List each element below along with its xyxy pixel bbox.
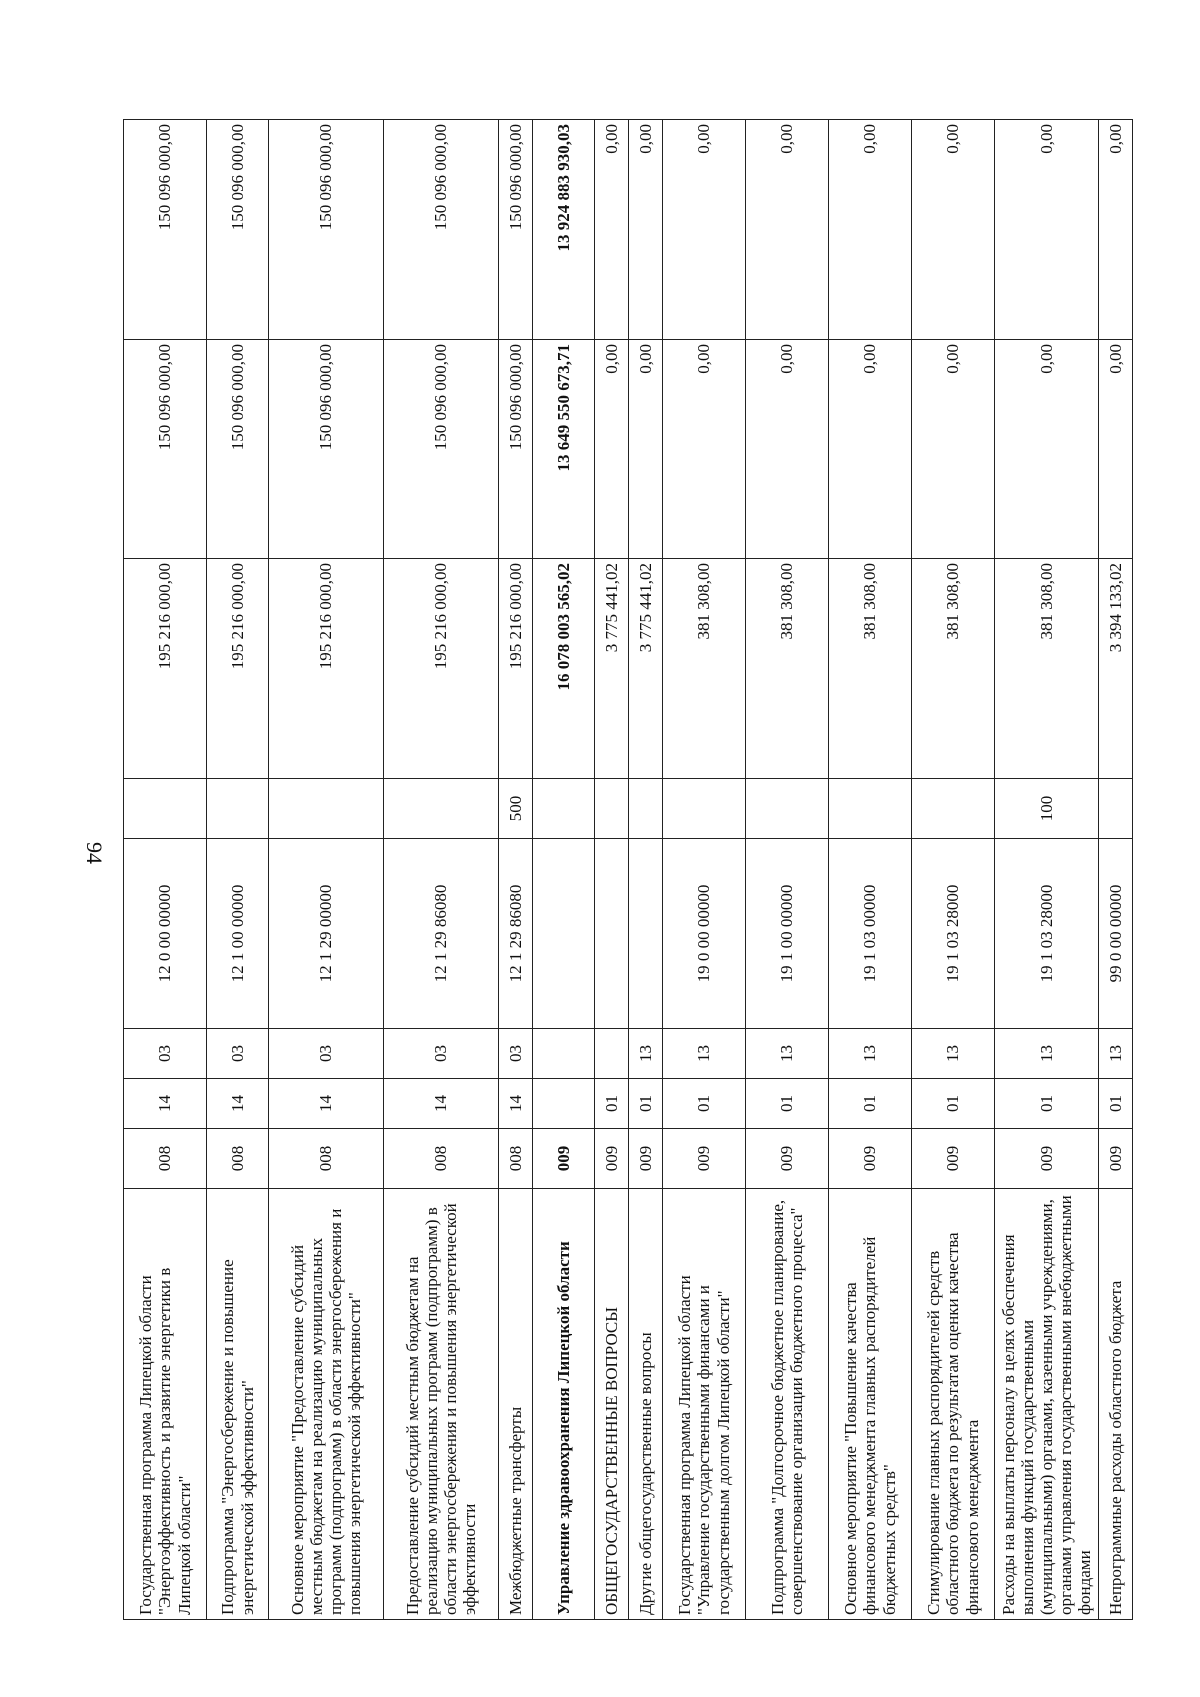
amount-year-3: 13 924 883 930,03 (533, 120, 595, 340)
target-article-code: 12 1 29 86080 (499, 839, 533, 1029)
amount-year-1: 195 216 000,00 (499, 559, 533, 779)
amount-year-1: 381 308,00 (829, 559, 912, 779)
row-name: Подпрограмма "Долгосрочное бюджетное планирование, совершенствование организации бюджетного процесса" (746, 1189, 829, 1620)
expense-type-code (269, 779, 384, 839)
table-row (499, 120, 533, 1620)
amount-year-2: 0,00 (629, 340, 663, 559)
table-row (829, 120, 912, 1620)
subsection-code: 13 (829, 1029, 912, 1079)
row-name: Расходы на выплаты персоналу в целях обеспечения выполнения функций государственными (муниципальными) органами, казенными учреждениями, органами управления государственными внебюджетными фондами (995, 1189, 1099, 1620)
grbs-code: 009 (995, 1129, 1099, 1189)
row-name: Непрограммные расходы областного бюджета (1099, 1189, 1133, 1620)
amount-year-3: 0,00 (1099, 120, 1133, 340)
expense-type-code (1099, 779, 1133, 839)
amount-year-1: 195 216 000,00 (207, 559, 269, 779)
row-name: Основное мероприятие "Повышение качества финансового менеджмента главных распорядителей бюджетных средств" (829, 1189, 912, 1620)
table-row (269, 120, 384, 1620)
grbs-code: 009 (663, 1129, 746, 1189)
row-name: Управление здравоохранения Липецкой области (533, 1189, 595, 1620)
expense-type-code (384, 779, 499, 839)
amount-year-1: 195 216 000,00 (269, 559, 384, 779)
amount-year-1: 3 775 441,02 (629, 559, 663, 779)
section-code: 01 (629, 1079, 663, 1129)
subsection-code: 03 (499, 1029, 533, 1079)
section-code: 14 (499, 1079, 533, 1129)
section-code: 01 (912, 1079, 995, 1129)
section-code: 01 (746, 1079, 829, 1129)
row-name: Государственная программа Липецкой области "Управление государственными финансами и государственным долгом Липецкой области" (663, 1189, 746, 1620)
amount-year-1: 195 216 000,00 (384, 559, 499, 779)
grbs-code: 009 (829, 1129, 912, 1189)
amount-year-1: 381 308,00 (995, 559, 1099, 779)
amount-year-3: 150 096 000,00 (269, 120, 384, 340)
table-row (384, 120, 499, 1620)
page-number: 94 (82, 842, 107, 864)
subsection-code (533, 1029, 595, 1079)
table-row (1099, 120, 1133, 1620)
table-row (124, 120, 207, 1620)
subsection-code: 03 (124, 1029, 207, 1079)
subsection-code: 13 (629, 1029, 663, 1079)
target-article-code (595, 839, 629, 1029)
expense-type-code: 100 (995, 779, 1099, 839)
subsection-code: 13 (663, 1029, 746, 1079)
section-code: 01 (995, 1079, 1099, 1129)
table-row (629, 120, 663, 1620)
table-row (746, 120, 829, 1620)
target-article-code: 99 0 00 00000 (1099, 839, 1133, 1029)
table-row (207, 120, 269, 1620)
amount-year-1: 3 394 133,02 (1099, 559, 1133, 779)
target-article-code: 12 1 29 86080 (384, 839, 499, 1029)
subsection-code (595, 1029, 629, 1079)
grbs-code: 009 (595, 1129, 629, 1189)
amount-year-3: 0,00 (663, 120, 746, 340)
expense-type-code (533, 779, 595, 839)
expense-type-code (746, 779, 829, 839)
grbs-code: 009 (912, 1129, 995, 1189)
target-article-code: 19 1 03 28000 (995, 839, 1099, 1029)
target-article-code (533, 839, 595, 1029)
table-row (533, 120, 595, 1620)
section-code: 01 (829, 1079, 912, 1129)
grbs-code: 009 (746, 1129, 829, 1189)
amount-year-3: 150 096 000,00 (207, 120, 269, 340)
amount-year-1: 3 775 441,02 (595, 559, 629, 779)
grbs-code: 008 (207, 1129, 269, 1189)
grbs-code: 008 (124, 1129, 207, 1189)
amount-year-3: 0,00 (746, 120, 829, 340)
section-code: 01 (1099, 1079, 1133, 1129)
target-article-code: 19 1 03 00000 (829, 839, 912, 1029)
table-row (663, 120, 746, 1620)
target-article-code: 19 0 00 00000 (663, 839, 746, 1029)
target-article-code (629, 839, 663, 1029)
row-name: Межбюджетные трансферты (499, 1189, 533, 1620)
grbs-code: 009 (533, 1129, 595, 1189)
expense-type-code (663, 779, 746, 839)
subsection-code: 03 (269, 1029, 384, 1079)
row-name: Другие общегосударственные вопросы (629, 1189, 663, 1620)
amount-year-3: 0,00 (995, 120, 1099, 340)
row-name: Предоставление субсидий местным бюджетам на реализацию муниципальных программ (подпрограмм) в области энергосбережения и повышения энергетической эффективности (384, 1189, 499, 1620)
amount-year-2: 150 096 000,00 (499, 340, 533, 559)
expense-type-code (595, 779, 629, 839)
section-code: 14 (384, 1079, 499, 1129)
target-article-code: 12 1 00 00000 (207, 839, 269, 1029)
section-code: 14 (124, 1079, 207, 1129)
amount-year-3: 0,00 (912, 120, 995, 340)
row-name: Стимулирование главных распорядителей средств областного бюджета по результатам оценки качества финансового менеджмента (912, 1189, 995, 1620)
grbs-code: 008 (499, 1129, 533, 1189)
amount-year-3: 150 096 000,00 (499, 120, 533, 340)
expense-type-code (829, 779, 912, 839)
expense-type-code: 500 (499, 779, 533, 839)
amount-year-3: 150 096 000,00 (384, 120, 499, 340)
amount-year-2: 0,00 (746, 340, 829, 559)
table-row (995, 120, 1099, 1620)
amount-year-3: 0,00 (829, 120, 912, 340)
amount-year-2: 13 649 550 673,71 (533, 340, 595, 559)
grbs-code: 008 (384, 1129, 499, 1189)
subsection-code: 13 (995, 1029, 1099, 1079)
row-name: ОБЩЕГОСУДАРСТВЕННЫЕ ВОПРОСЫ (595, 1189, 629, 1620)
section-code (533, 1079, 595, 1129)
amount-year-2: 0,00 (829, 340, 912, 559)
expense-type-code (124, 779, 207, 839)
grbs-code: 009 (1099, 1129, 1133, 1189)
amount-year-2: 150 096 000,00 (269, 340, 384, 559)
grbs-code: 009 (629, 1129, 663, 1189)
target-article-code: 12 1 29 00000 (269, 839, 384, 1029)
amount-year-1: 16 078 003 565,02 (533, 559, 595, 779)
subsection-code: 13 (1099, 1029, 1133, 1079)
amount-year-2: 0,00 (595, 340, 629, 559)
table-row (912, 120, 995, 1620)
section-code: 01 (595, 1079, 629, 1129)
target-article-code: 19 1 03 28000 (912, 839, 995, 1029)
grbs-code: 008 (269, 1129, 384, 1189)
section-code: 14 (207, 1079, 269, 1129)
table-row (595, 120, 629, 1620)
amount-year-2: 0,00 (663, 340, 746, 559)
amount-year-1: 381 308,00 (912, 559, 995, 779)
amount-year-3: 0,00 (595, 120, 629, 340)
amount-year-1: 381 308,00 (746, 559, 829, 779)
amount-year-3: 150 096 000,00 (124, 120, 207, 340)
amount-year-1: 195 216 000,00 (124, 559, 207, 779)
section-code: 01 (663, 1079, 746, 1129)
amount-year-1: 381 308,00 (663, 559, 746, 779)
budget-table-sheet (123, 120, 1125, 1620)
target-article-code: 19 1 00 00000 (746, 839, 829, 1029)
expense-type-code (629, 779, 663, 839)
amount-year-2: 0,00 (995, 340, 1099, 559)
amount-year-2: 150 096 000,00 (207, 340, 269, 559)
row-name: Государственная программа Липецкой области "Энергоэффективность и развитие энергетики в Липецкой области" (124, 1189, 207, 1620)
amount-year-2: 0,00 (912, 340, 995, 559)
row-name: Основное мероприятие "Предоставление субсидий местным бюджетам на реализацию муниципальных программ (подпрограмм) в области энергосбережения и повышения энергетической эффективности" (269, 1189, 384, 1620)
target-article-code: 12 0 00 00000 (124, 839, 207, 1029)
amount-year-3: 0,00 (629, 120, 663, 340)
amount-year-2: 150 096 000,00 (124, 340, 207, 559)
subsection-code: 13 (746, 1029, 829, 1079)
amount-year-2: 150 096 000,00 (384, 340, 499, 559)
section-code: 14 (269, 1079, 384, 1129)
subsection-code: 13 (912, 1029, 995, 1079)
subsection-code: 03 (384, 1029, 499, 1079)
amount-year-2: 0,00 (1099, 340, 1133, 559)
budget-table (123, 119, 1133, 1620)
expense-type-code (207, 779, 269, 839)
row-name: Подпрограмма "Энергосбережение и повышение энергетической эффективности" (207, 1189, 269, 1620)
expense-type-code (912, 779, 995, 839)
subsection-code: 03 (207, 1029, 269, 1079)
